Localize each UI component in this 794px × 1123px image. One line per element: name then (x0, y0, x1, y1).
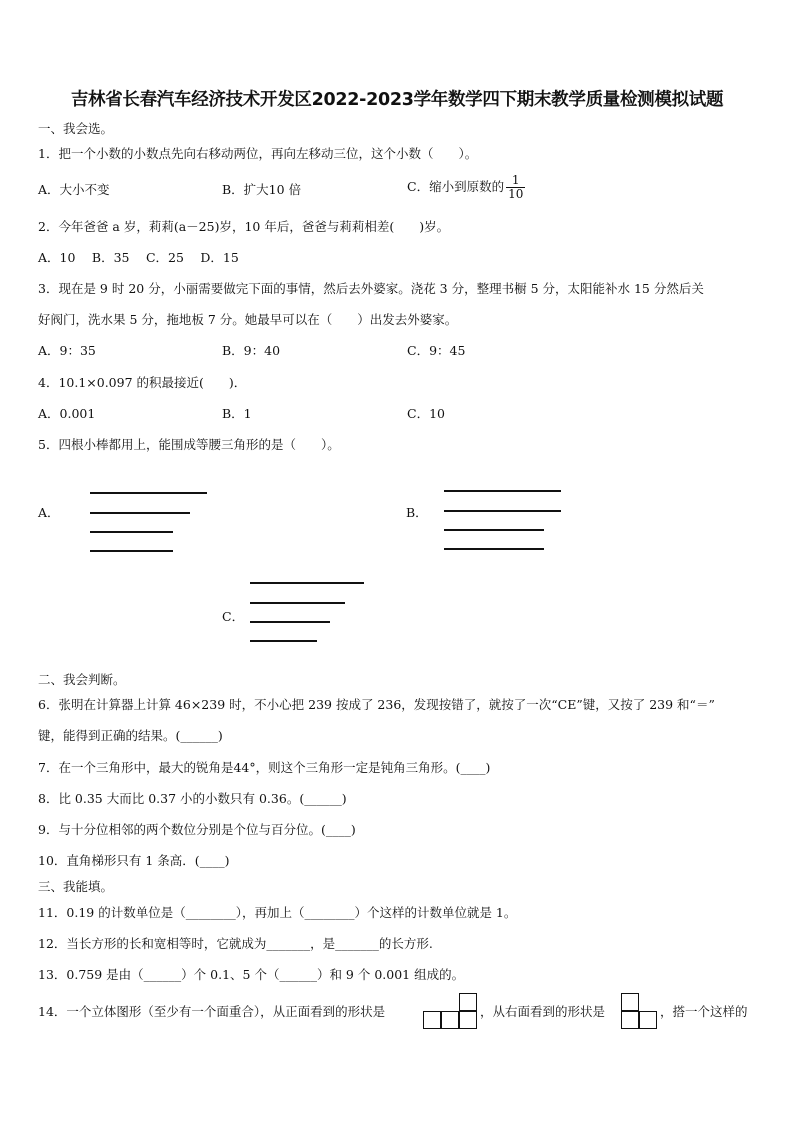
front-view-cell (459, 1011, 477, 1029)
page-title: 吉林省长春汽车经济技术开发区2022-2023学年数学四下期末教学质量检测模拟试题 (70, 90, 724, 110)
q3-option-b: B．9：40 (222, 343, 281, 358)
question-10: 10．直角梯形只有 1 条高．(____) (38, 853, 230, 868)
section-heading-fill: 三、我能填。 (38, 879, 114, 894)
question-8: 8．比 0.35 大而比 0.37 小的小数只有 0.36。(______) (38, 791, 347, 806)
question-14-part-1: 14．一个立体图形（至少有一个面重合），从正面看到的形状是 (38, 1004, 386, 1019)
q5-option-c: C． (222, 609, 245, 624)
right-view-cell (621, 1011, 639, 1029)
question-12: 12．当长方形的长和宽相等时，它就成为_______，是_______的长方形. (38, 936, 433, 951)
q3-option-c: C．9：45 (407, 343, 466, 358)
q4-option-a: A．0.001 (38, 406, 96, 421)
q5-option-b: B． (406, 505, 428, 520)
question-3-line-2: 好阀门，洗水果 5 分，拖地板 7 分。她最早可以在（ ）出发去外婆家。 (38, 312, 458, 327)
fraction-one-tenth (506, 174, 525, 201)
question-1: 1．把一个小数的小数点先向右移动两位，再向左移动三位，这个小数（ ）。 (38, 146, 478, 161)
question-13: 13．0.759 是由（______）个 0.1、5 个（______）和 9 个 0.001 组成的。 (38, 967, 465, 982)
right-view-cell (621, 993, 639, 1011)
question-2: 2．今年爸爸 a 岁，莉莉(a－25)岁，10 年后，爸爸与莉莉相差( )岁。 (38, 219, 450, 234)
stick-a-4 (90, 550, 173, 552)
q4-option-c: C．10 (407, 406, 445, 421)
section-heading-choice: 一、我会选。 (38, 121, 114, 136)
stick-b-4 (444, 548, 544, 550)
stick-c-1 (250, 582, 364, 584)
stick-a-3 (90, 531, 173, 533)
question-9: 9．与十分位相邻的两个数位分别是个位与百分位。(____) (38, 822, 356, 837)
front-view-cell (423, 1011, 441, 1029)
question-11: 11．0.19 的计数单位是（________），再加上（________）个这样的计数单位就是 1。 (38, 905, 517, 920)
fraction-numerator: 1 (506, 174, 525, 188)
fraction-denominator: 10 (508, 187, 524, 201)
stick-b-3 (444, 529, 544, 531)
stick-a-2 (90, 512, 190, 514)
section-heading-judge: 二、我会判断。 (38, 672, 126, 687)
q1-option-c-text: C．缩小到原数的 (407, 179, 505, 194)
stick-b-2 (444, 510, 561, 512)
q2-options: A．10 B．35 C．25 D．15 (38, 250, 239, 265)
q1-option-a: A．大小不变 (38, 182, 110, 197)
question-14-part-2: ，从右面看到的形状是 (480, 1004, 606, 1019)
question-6-line-1: 6．张明在计算器上计算 46×239 时，不小心把 239 按成了 236，发现按错了，就按了一次“CE”键，又按了 239 和“＝” (38, 697, 715, 712)
question-6-line-2: 键，能得到正确的结果。(______) (38, 728, 223, 743)
stick-c-2 (250, 602, 345, 604)
stick-c-4 (250, 640, 317, 642)
q4-option-b: B．1 (222, 406, 252, 421)
front-view-cell (441, 1011, 459, 1029)
question-5: 5．四根小棒都用上，能围成等腰三角形的是（ ）。 (38, 437, 340, 452)
q1-option-c (407, 174, 525, 201)
stick-a-1 (90, 492, 207, 494)
stick-c-3 (250, 621, 330, 623)
question-7: 7．在一个三角形中，最大的锐角是44°，则这个三角形一定是钝角三角形。(____) (38, 760, 491, 775)
right-view-cell (639, 1011, 657, 1029)
question-3-line-1: 3．现在是 9 时 20 分，小丽需要做完下面的事情，然后去外婆家。浇花 3 分，整理书橱 5 分，太阳能补水 15 分然后关 (38, 281, 704, 296)
question-14-part-3: ，搭一个这样的 (660, 1004, 748, 1019)
question-4: 4．10.1×0.097 的积最接近( )． (38, 375, 247, 390)
q5-option-a: A． (38, 505, 60, 520)
q3-option-a: A．9：35 (38, 343, 96, 358)
q1-option-b: B．扩大10 倍 (222, 182, 302, 197)
front-view-cell (459, 993, 477, 1011)
stick-b-1 (444, 490, 561, 492)
